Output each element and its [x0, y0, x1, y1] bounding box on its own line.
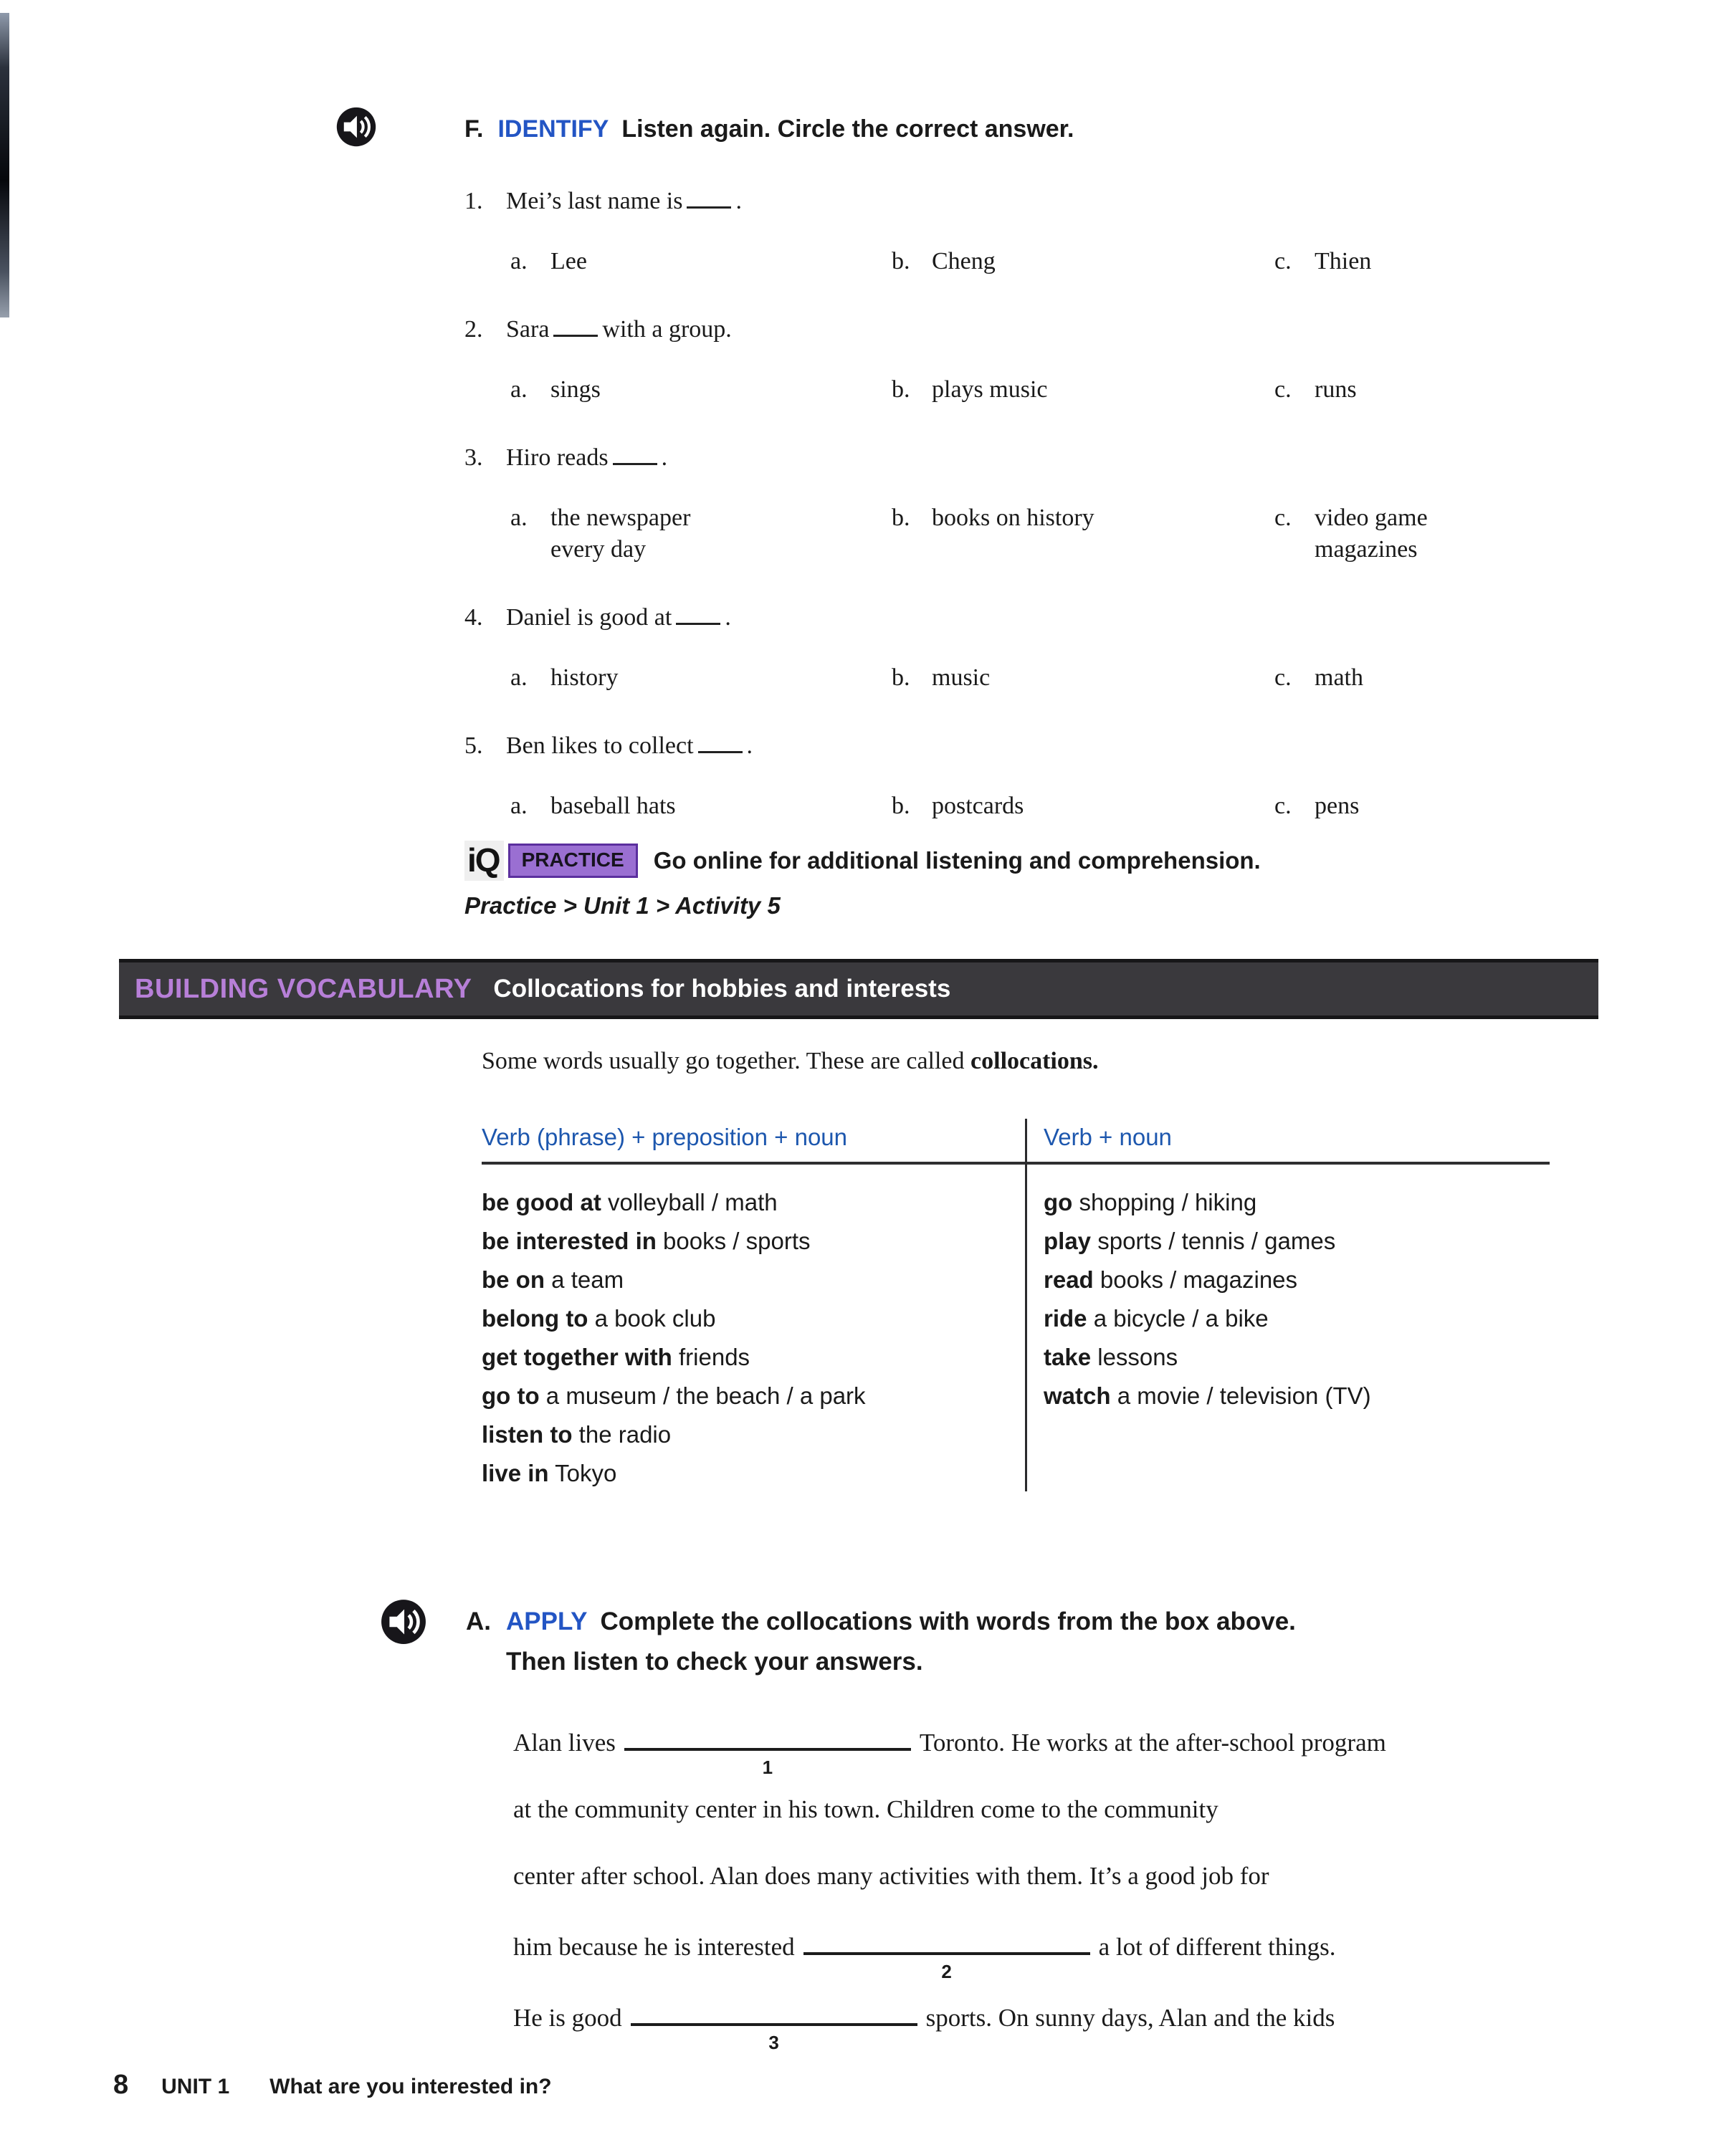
section-a-label: A.	[466, 1607, 491, 1635]
answer-blank-1	[624, 1723, 911, 1778]
intro-text: Some words usually go together. These are called	[482, 1048, 971, 1074]
question-5-stem-end: .	[746, 732, 753, 759]
audio-speaker-icon	[380, 1598, 427, 1645]
option-text: sings	[550, 376, 601, 403]
question-2-options	[464, 374, 1676, 406]
iq-practice-text: Go online for additional listening and comprehension.	[653, 847, 1261, 874]
option-letter: b.	[892, 664, 910, 691]
question-3-stem: Hiro reads	[506, 444, 609, 471]
collocations-intro	[482, 1048, 1099, 1075]
option-b	[892, 790, 1274, 822]
table-body	[482, 1165, 1550, 1493]
question-2-stem: Sara	[506, 316, 550, 343]
option-a	[510, 662, 892, 694]
table-row: take lessons	[1044, 1344, 1178, 1370]
option-letter: b.	[892, 793, 910, 819]
option-letter: c.	[1274, 664, 1292, 691]
paragraph-line: He is good 3 sports. On sunny days, Alan and the kids	[513, 1998, 1603, 2034]
option-a	[510, 374, 892, 406]
table-row: belong to a book club	[482, 1305, 716, 1332]
table-header-right: Verb + noun	[1044, 1124, 1172, 1150]
table-row: be interested in books / sports	[482, 1228, 811, 1254]
option-letter: a.	[510, 248, 528, 274]
option-text: Thien	[1315, 248, 1372, 274]
option-b	[892, 246, 1274, 277]
section-a-apply	[466, 1605, 1699, 1678]
option-text: music	[932, 664, 991, 691]
option-letter: a.	[510, 793, 528, 819]
intro-bold-word: collocations.	[970, 1048, 1099, 1074]
option-letter: b.	[892, 505, 910, 531]
option-b	[892, 374, 1274, 406]
table-row: play sports / tennis / games	[1044, 1228, 1336, 1254]
option-text: Cheng	[932, 248, 996, 274]
section-f-heading	[464, 113, 1676, 145]
section-f-identify	[464, 113, 1676, 919]
audio-speaker-icon	[335, 106, 377, 148]
option-text: plays music	[932, 376, 1048, 403]
option-a	[510, 790, 892, 822]
option-text: video game	[1315, 505, 1428, 531]
section-a-heading	[466, 1605, 1699, 1678]
page-number: 8	[113, 2070, 129, 2100]
question-4-stem-end: .	[725, 604, 731, 631]
question-4-blank	[676, 598, 720, 625]
question-5-options	[464, 790, 1676, 822]
paragraph-line: center after school. Alan does many activities with them. It’s a good job for	[513, 1862, 1269, 1890]
table-row: read books / magazines	[1044, 1266, 1298, 1293]
section-a-instruction-line2: Then listen to check your answers.	[506, 1648, 923, 1676]
option-text-line2: every day	[550, 536, 647, 563]
table-column-divider	[1025, 1119, 1027, 1491]
building-vocabulary-title: BUILDING VOCABULARY	[135, 973, 472, 1004]
practice-badge: PRACTICE	[508, 844, 638, 878]
table-row: get together with friends	[482, 1344, 750, 1370]
question-1-blank	[687, 182, 731, 209]
question-2-blank	[553, 310, 598, 337]
section-f-label: F.	[464, 115, 484, 143]
paragraph-line: at the community center in his town. Children come to the community	[513, 1795, 1218, 1823]
question-4-number: 4.	[464, 604, 483, 631]
option-text-line2: magazines	[1315, 536, 1418, 563]
question-3-blank	[613, 439, 657, 465]
option-text: the newspaper	[550, 505, 691, 531]
option-letter: a.	[510, 664, 528, 691]
table-row: go to a museum / the beach / a park	[482, 1382, 866, 1409]
table-header-left: Verb (phrase) + preposition + noun	[482, 1124, 848, 1150]
option-letter: c.	[1274, 248, 1292, 274]
blank-number: 3	[768, 2032, 779, 2053]
question-2-number: 2.	[464, 316, 483, 343]
question-3-options	[464, 502, 1676, 565]
option-text: pens	[1315, 793, 1360, 819]
building-vocabulary-banner	[119, 959, 1598, 1019]
question-1-stem-end: .	[735, 188, 742, 214]
table-row: be on a team	[482, 1266, 624, 1293]
question-5	[464, 727, 1676, 762]
question-4-stem: Daniel is good at	[506, 604, 672, 631]
page-binding-shadow	[0, 13, 9, 317]
option-text: books on history	[932, 505, 1094, 531]
paragraph-line: him because he is interested 2 a lot of different things.	[513, 1927, 1603, 1963]
section-f-instruction: Listen again. Circle the correct answer.	[621, 115, 1074, 143]
collocations-table	[482, 1122, 1550, 1493]
table-row: ride a bicycle / a bike	[1044, 1305, 1269, 1332]
option-text: postcards	[932, 793, 1024, 819]
question-1-stem: Mei’s last name is	[506, 188, 683, 214]
table-header-row	[482, 1122, 1550, 1153]
option-letter: c.	[1274, 376, 1292, 403]
option-letter: c.	[1274, 793, 1292, 819]
building-vocabulary-subtitle: Collocations for hobbies and interests	[493, 975, 951, 1003]
option-c	[1274, 502, 1676, 565]
option-letter: c.	[1274, 505, 1292, 531]
section-f-skill: IDENTIFY	[497, 115, 609, 143]
question-5-number: 5.	[464, 732, 483, 759]
question-1	[464, 182, 1676, 217]
table-row: be good at volleyball / math	[482, 1189, 778, 1215]
footer-unit-label: UNIT 1	[161, 2075, 230, 2098]
section-a-skill: APPLY	[506, 1607, 588, 1635]
iq-practice-breadcrumb: Practice > Unit 1 > Activity 5	[464, 892, 781, 919]
question-2-stem-end: with a group.	[602, 316, 732, 343]
answer-blank-3	[631, 1998, 917, 2053]
iq-logo: iQ	[464, 841, 504, 881]
option-c	[1274, 790, 1676, 822]
option-text: baseball hats	[550, 793, 676, 819]
option-letter: a.	[510, 376, 528, 403]
option-text: history	[550, 664, 619, 691]
option-letter: b.	[892, 376, 910, 403]
table-row: watch a movie / television (TV)	[1044, 1382, 1371, 1409]
option-b	[892, 502, 1274, 565]
question-4-options	[464, 662, 1676, 694]
apply-paragraph	[513, 1723, 1603, 2069]
table-row: listen to the radio	[482, 1421, 672, 1448]
table-right-column	[1025, 1183, 1550, 1493]
blank-number: 2	[941, 1961, 952, 1982]
option-text: Lee	[550, 248, 587, 274]
question-3-stem-end: .	[661, 444, 668, 471]
option-text: runs	[1315, 376, 1357, 403]
question-5-blank	[698, 727, 743, 753]
option-c	[1274, 374, 1676, 406]
question-2	[464, 310, 1676, 345]
question-3-number: 3.	[464, 444, 483, 471]
question-3	[464, 439, 1676, 474]
table-row: live in Tokyo	[482, 1460, 617, 1486]
option-letter: b.	[892, 248, 910, 274]
option-a	[510, 246, 892, 277]
blank-number: 1	[762, 1757, 773, 1778]
iq-practice-row	[464, 841, 1676, 881]
question-4	[464, 598, 1676, 634]
option-letter: a.	[510, 505, 528, 531]
option-c	[1274, 662, 1676, 694]
option-text: math	[1315, 664, 1363, 691]
section-a-instruction: Complete the collocations with words from the box above.	[600, 1607, 1296, 1635]
page-footer	[113, 2070, 552, 2101]
question-1-options	[464, 246, 1676, 277]
footer-unit-title: What are you interested in?	[270, 2075, 552, 2098]
option-a	[510, 502, 892, 565]
table-row: go shopping / hiking	[1044, 1189, 1257, 1215]
option-c	[1274, 246, 1676, 277]
question-1-number: 1.	[464, 188, 483, 214]
answer-blank-2	[803, 1927, 1090, 1982]
question-5-stem: Ben likes to collect	[506, 732, 694, 759]
option-b	[892, 662, 1274, 694]
paragraph-line: Alan lives 1 Toronto. He works at the after-school program	[513, 1723, 1603, 1759]
table-left-column	[482, 1183, 1025, 1493]
